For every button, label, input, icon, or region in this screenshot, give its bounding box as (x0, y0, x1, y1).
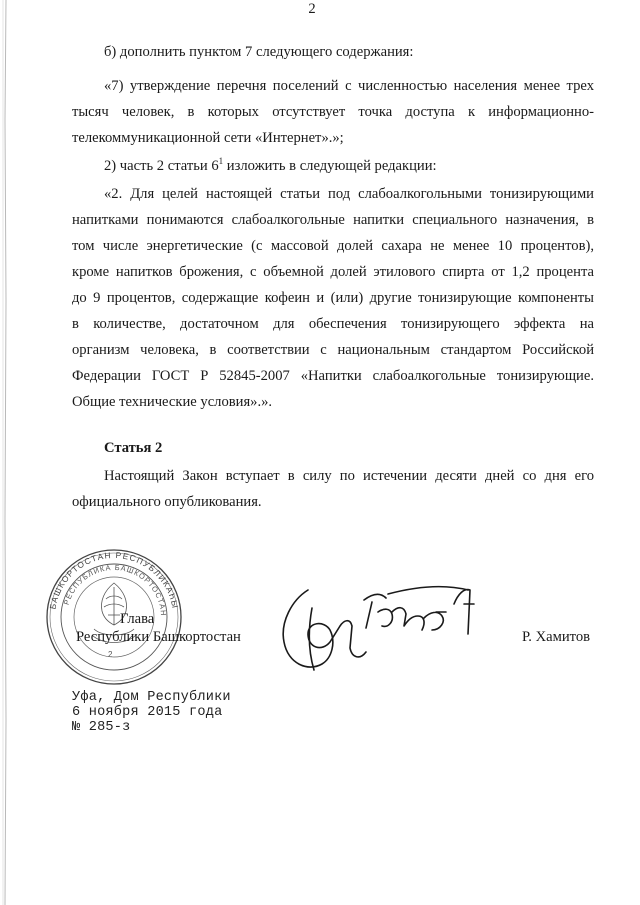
part2-line-6: в количестве, достаточном для обеспечения тонизирующего эффекта на (72, 316, 594, 332)
part2-line-4: кроме напитков брожения, с объемной долей этилового спирта от 1,2 процента (72, 264, 594, 280)
article2-heading: Статья 2 (104, 440, 163, 456)
article2-line-1: Настоящий Закон вступает в силу по истечении десяти дней со дня его (104, 468, 594, 484)
item-b-text: б) дополнить пунктом 7 следующего содержания: (104, 44, 414, 60)
part2-line-5: до 9 процентов, содержащие кофеин и (или) другие тонизирующие компоненты (72, 290, 594, 306)
item2-superscript: 1 (218, 156, 224, 166)
part2-line-9: Общие технические условия».». (72, 394, 273, 410)
handwritten-signature (268, 572, 500, 684)
part2-line-7: организм человека, в соответствии с национальным стандартом Российской (72, 342, 594, 358)
part2-line-1: «2. Для целей настоящей статьи под слабоалкогольными тонизирующими (104, 186, 594, 202)
signing-date: 6 ноября 2015 года (72, 705, 223, 720)
item7-line-1: «7) утверждение перечня поселений с численностью населения менее трех (104, 78, 594, 94)
item2-text (104, 157, 437, 175)
part2-line-8: Федерации ГОСТ Р 52845-2007 «Напитки слабоалкогольные тонизирующие. (72, 368, 594, 384)
article2-line-2: официального опубликования. (72, 494, 262, 510)
seal-inner-text: РЕСПУБЛИКА БАШКОРТОСТАН (61, 562, 169, 617)
item2-text-before: 2) часть 2 статьи 6 (104, 158, 219, 174)
seal-center-mark: 2 (108, 650, 113, 659)
official-seal (44, 547, 184, 687)
signatory-title-line-2: Республики Башкортостан (76, 629, 241, 645)
signatory-name: Р. Хамитов (522, 629, 591, 645)
law-number: № 285-з (72, 720, 131, 735)
seal-outer-text: БАШКОРТОСТАН РЕСПУБЛИКАҺЫ (47, 549, 181, 610)
place-of-signing: Уфа, Дом Республики (72, 690, 231, 705)
signatory-title-line-1: Глава (120, 611, 155, 627)
part2-line-3: том числе энергетические (с массовой долей сахара не менее 10 процентов), (72, 238, 594, 254)
item7-line-2: тысяч человек, в которых отсутствует точка доступа к информационно- (72, 104, 594, 120)
part2-line-2: напитками понимаются слабоалкогольные напитки специального назначения, в (72, 212, 594, 228)
page-number: 2 (308, 1, 316, 17)
item7-line-3: телекоммуникационной сети «Интернет».»; (72, 130, 344, 146)
item2-text-after: изложить в следующей редакции: (223, 158, 437, 174)
